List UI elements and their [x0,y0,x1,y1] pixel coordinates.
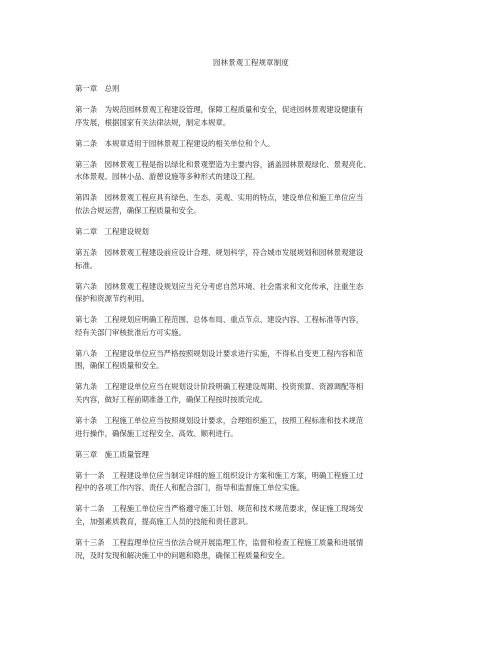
article-paragraph: 第三条 园林景观工程是指以绿化和景观塑造为主要内容，涵盖园林景观绿化、景观亮化、 水体景观、园林小品、游憩设施等多种形式的建设工程。 [75,159,371,182]
article-paragraph: 第五条 园林景观工程建设前应设计合理、规划科学，符合城市发展规划和园林景观建设 标准。 [75,248,364,270]
article-paragraph: 第十条 工程施工单位应当按照规划设计要求，合理组织施工，按照工程标准和技术规范 进行操作，确保施工过程安全、高效、顺利进行。 [75,415,364,438]
article-paragraph: 第七条 工程规划应明确工程范围、总体布局、重点节点、建设内容、工程标准等内容， 经有关部门审核批准后方可实施。 [75,315,364,337]
article-paragraph: 第十三条 工程监理单位应当依法合规开展监理工作，监督和检查工程施工质量和进展情 况，及时发现和解决施工中的问题和隐患，确保工程质量和安全。 [75,537,364,560]
article-paragraph: 第九条 工程建设单位应当在规划设计阶段明确工程建设周期、投资预算、资源调配等相 关内容，做好工程前期准备工作，确保工程按时按质完成。 [75,382,364,404]
article-paragraph: 第六条 园林景观工程建设规划应当充分考虑自然环境、社会需求和文化传承，注重生态 保护和资源节约利用。 [75,281,364,304]
article-paragraph: 第二条 本规章适用于园林景观工程建设的相关单位和个人。 [75,138,275,148]
document-body [75,83,435,570]
chapter-heading: 第二章 工程建设规划 [75,226,149,236]
document-title: 园林景观工程规章制度 [213,58,289,67]
article-paragraph: 第四条 园林景观工程应具有绿色、生态、美观、实用的特点，建设单位和施工单位应当 依法合规运营，确保工程质量和安全。 [75,193,364,215]
article-paragraph: 第八条 工程建设单位应当严格按照规划设计要求进行实施，不得私自变更工程内容和范 围，确保工程质量和安全。 [75,348,364,371]
article-paragraph: 第十二条 工程施工单位应当严格遵守施工计划、规范和技术规范要求，保证施工现场安 全，加强素质教育，提高施工人员的技能和责任意识。 [75,504,364,526]
chapter-heading: 第三章 施工质量管理 [75,449,149,459]
article-paragraph: 第十一条 工程建设单位应当制定详细的施工组织设计方案和施工方案，明确工程施工过 程中的各项工作内容、责任人和配合部门，指导和监督施工单位实施。 [75,470,364,493]
article-paragraph: 第一条 为规范园林景观工程建设管理，保障工程质量和安全，促进园林景观建设健康有 序发展，根据国家有关法律法规，制定本规章。 [75,105,364,127]
chapter-heading: 第一章 总则 [75,84,120,93]
